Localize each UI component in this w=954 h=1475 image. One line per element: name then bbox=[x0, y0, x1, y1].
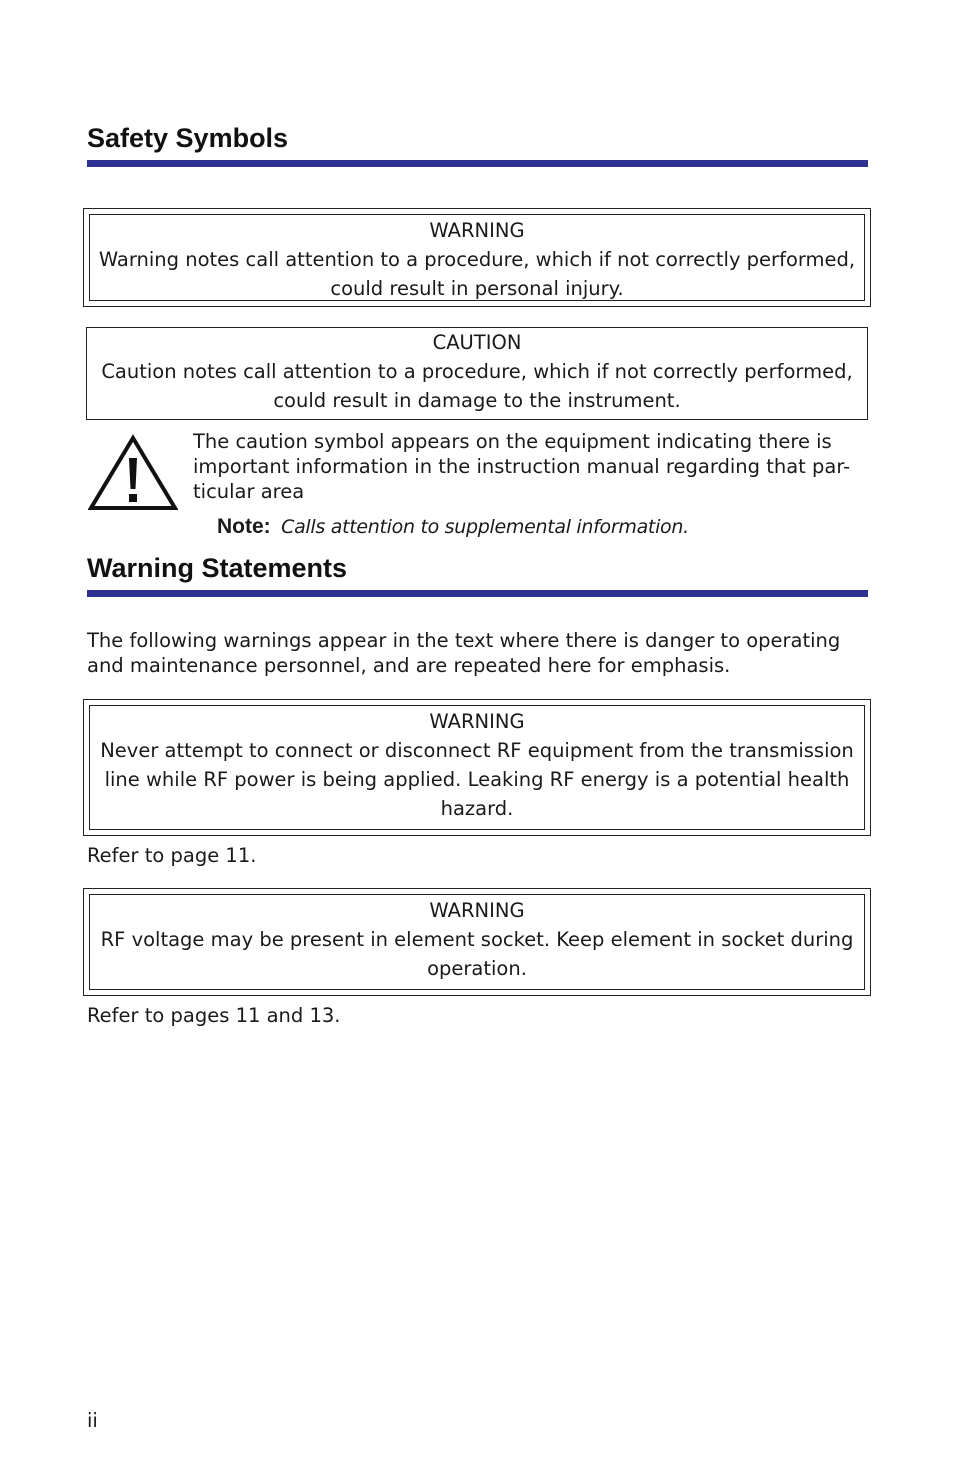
warning-title: WARNING bbox=[429, 219, 525, 242]
note-line bbox=[217, 515, 689, 539]
caution-triangle-icon bbox=[88, 434, 178, 512]
caution-text-line: Caution notes call attention to a procedure, which if not correctly performed, bbox=[101, 360, 853, 383]
page-number: ii bbox=[87, 1409, 98, 1432]
caution-title: CAUTION bbox=[432, 331, 522, 354]
intro-paragraph: The following warnings appear in the text where there is danger to operating and maintenance personnel, and are repeated here for emphasis. bbox=[87, 629, 841, 677]
page-reference: Refer to page 11. bbox=[87, 844, 257, 867]
warning-text-line: RF voltage may be present in element socket. Keep element in socket during bbox=[100, 928, 854, 951]
warning-text-line: line while RF power is being applied. Leaking RF energy is a potential health bbox=[104, 768, 850, 791]
warning-box bbox=[83, 699, 871, 836]
note-text: Calls attention to supplemental information. bbox=[281, 516, 689, 538]
section-rule bbox=[87, 590, 868, 597]
page-reference: Refer to pages 11 and 13. bbox=[87, 1004, 341, 1027]
caution-box bbox=[86, 327, 868, 420]
caution-text-line: could result in damage to the instrument. bbox=[273, 389, 681, 412]
warning-box bbox=[83, 888, 871, 996]
warning-text-line: hazard. bbox=[440, 797, 514, 820]
warning-box bbox=[83, 208, 871, 307]
caution-symbol-description: The caution symbol appears on the equipment indicating there is important information in the instruction manual regarding that par- ticular area bbox=[193, 430, 851, 503]
section-rule bbox=[87, 160, 868, 167]
warning-text-line: Warning notes call attention to a procedure, which if not correctly performed, bbox=[98, 248, 856, 271]
warning-title: WARNING bbox=[429, 899, 525, 922]
warning-text-line: Never attempt to connect or disconnect RF equipment from the transmission bbox=[100, 739, 854, 762]
warning-text-line: could result in personal injury. bbox=[330, 277, 624, 300]
note-label: Note: bbox=[217, 515, 271, 538]
warning-title: WARNING bbox=[429, 710, 525, 733]
section-title-safety-symbols: Safety Symbols bbox=[87, 123, 289, 153]
warning-text-line: operation. bbox=[427, 957, 527, 980]
section-title-warning-statements: Warning Statements bbox=[87, 553, 348, 583]
